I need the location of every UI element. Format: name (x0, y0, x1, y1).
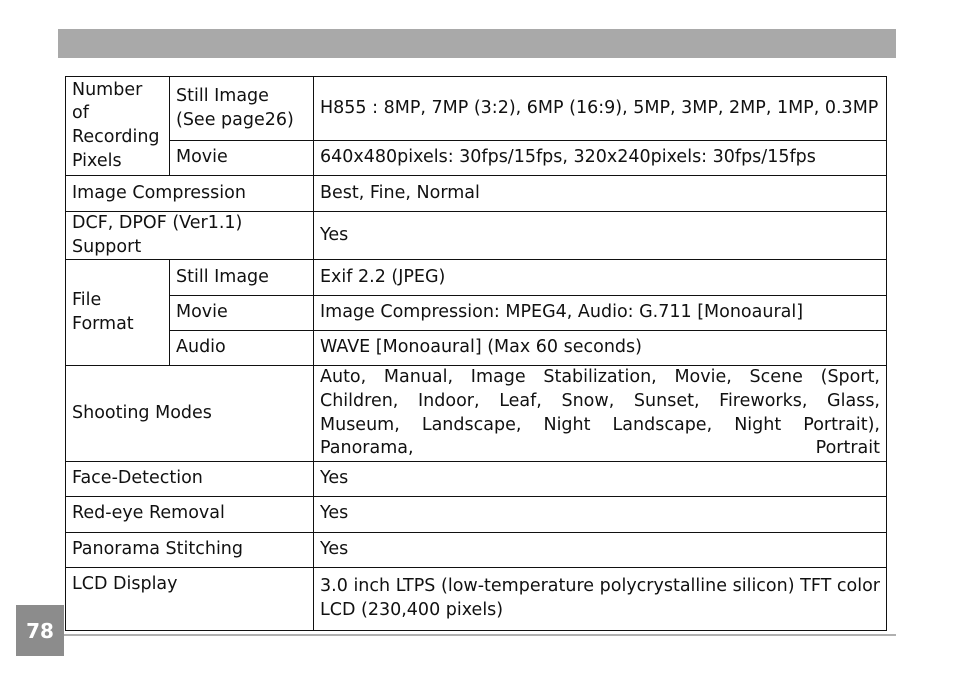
image-compression-label: Image Compression (66, 176, 314, 212)
file-format-audio-label: Audio (170, 331, 314, 366)
panorama-stitching-label: Panorama Stitching (66, 532, 314, 567)
footer-divider (64, 634, 896, 636)
movie-pixels-value: 640x480pixels: 30fps/15fps, 320x240pixels: 30fps/15fps (314, 141, 887, 176)
image-compression-value: Best, Fine, Normal (314, 176, 887, 212)
table-row (66, 296, 887, 331)
red-eye-removal-value: Yes (314, 496, 887, 532)
table-row (66, 496, 887, 532)
file-format-movie-value: Image Compression: MPEG4, Audio: G.711 [Monoaural] (314, 296, 887, 331)
face-detection-label: Face-Detection (66, 461, 314, 496)
table-row (66, 77, 887, 141)
table-row (66, 176, 887, 212)
red-eye-removal-label: Red-eye Removal (66, 496, 314, 532)
page-number: 78 (16, 605, 64, 656)
file-format-still-value: Exif 2.2 (JPEG) (314, 260, 887, 296)
lcd-display-label: LCD Display (66, 567, 314, 630)
file-format-movie-label: Movie (170, 296, 314, 331)
still-image-pixels-value: H855 : 8MP, 7MP (3:2), 6MP (16:9), 5MP, 3MP, 2MP, 1MP, 0.3MP (314, 77, 887, 141)
face-detection-value: Yes (314, 461, 887, 496)
table-row (66, 567, 887, 630)
still-image-pixels-label: Still Image (See page26) (170, 77, 314, 141)
lcd-display-value: 3.0 inch LTPS (low-temperature polycrystalline silicon) TFT color LCD (230,400 pixels) (314, 567, 887, 630)
movie-pixels-label: Movie (170, 141, 314, 176)
table-row (66, 532, 887, 567)
table-row (66, 331, 887, 366)
table-row (66, 461, 887, 496)
header-bar (58, 29, 896, 58)
recording-pixels-label: Number of Recording Pixels (66, 77, 170, 176)
table-row (66, 260, 887, 296)
dcf-dpof-value: Yes (314, 212, 887, 260)
shooting-modes-label: Shooting Modes (66, 366, 314, 462)
panorama-stitching-value: Yes (314, 532, 887, 567)
file-format-still-label: Still Image (170, 260, 314, 296)
table-row (66, 141, 887, 176)
table-row (66, 366, 887, 462)
shooting-modes-value: Auto, Manual, Image Stabilization, Movie, Scene (Sport, Children, Indoor, Leaf, Snow, Sunset, Fireworks, Glass, Museum, Landscape, Night Landscape, Night Portrait), Panorama, Portrait (314, 366, 887, 462)
file-format-audio-value: WAVE [Monoaural] (Max 60 seconds) (314, 331, 887, 366)
dcf-dpof-label: DCF, DPOF (Ver1.1) Support (66, 212, 314, 260)
specifications-table (65, 76, 887, 631)
table-row (66, 212, 887, 260)
file-format-label: File Format (66, 260, 170, 366)
